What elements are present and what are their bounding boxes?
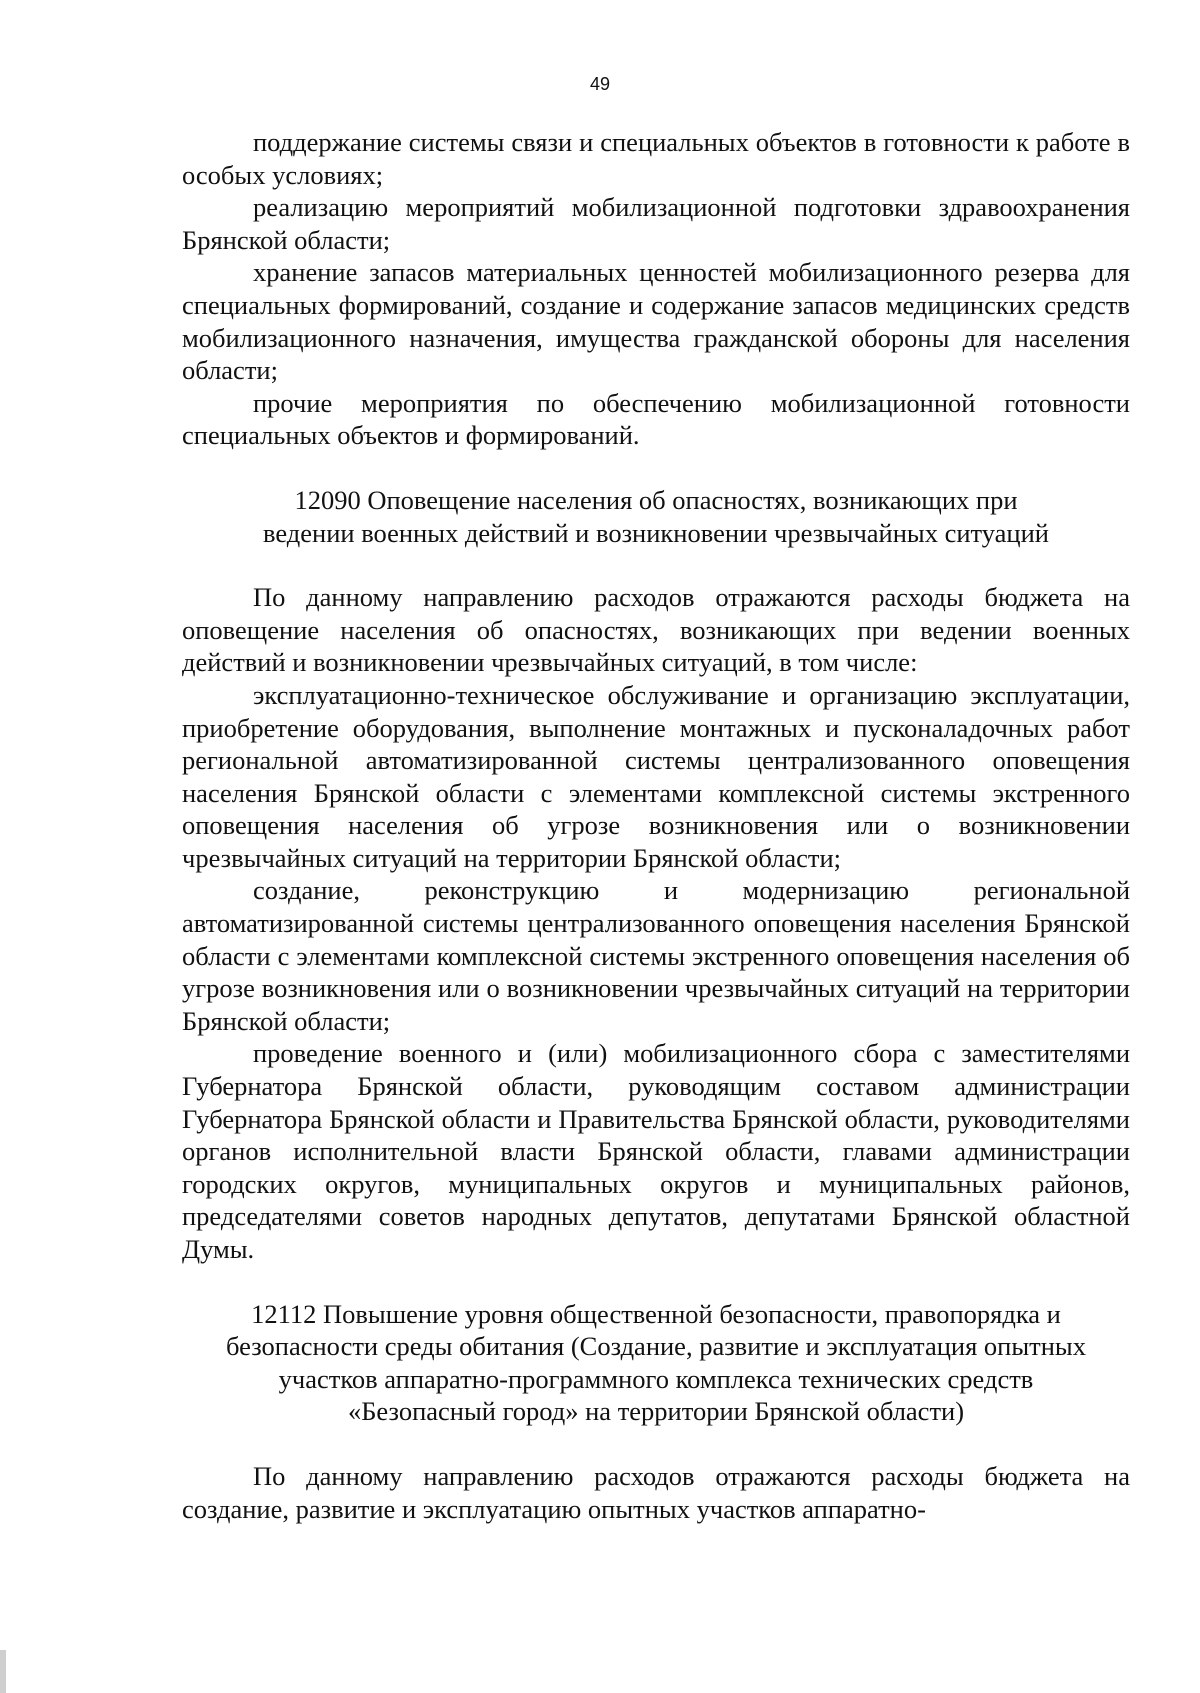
page-number: 49 xyxy=(589,74,611,94)
heading-line: «Безопасный город» на территории Брянской области) xyxy=(347,1396,965,1427)
section-heading-12112 xyxy=(182,1298,1130,1428)
document-body xyxy=(182,126,1130,1525)
heading-line: безопасности среды обитания (Создание, развитие и эксплуатация опытных xyxy=(226,1331,1086,1362)
heading-line: ведении военных действий и возникновении чрезвычайных ситуаций xyxy=(263,517,1049,548)
paragraph-military-training: проведение военного и (или) мобилизационного сбора с заместителями Губернатора Брянской области, руководящим составом администрации Губернатора Брянской области и Правительства Брянской области, руководителями органов исполнительной власти Брянской области, главами администрации городских округов, муниципальных округов и муниципальных районов, председателями советов народных депутатов, депутатами Брянской областной Думы. xyxy=(182,1038,1130,1264)
heading-line: участков аппаратно-программного комплекса технических средств xyxy=(278,1363,1034,1394)
paragraph-communication-readiness: поддержание системы связи и специальных объектов в готовности к работе в особых условиях; xyxy=(182,127,1130,190)
paragraph-12112-intro: По данному направлению расходов отражаются расходы бюджета на создание, развитие и эксплуатацию опытных участков аппаратно- xyxy=(182,1460,1130,1524)
paragraph-reserve-storage: хранение запасов материальных ценностей мобилизационного резерва для специальных формирований, создание и содержание запасов медицинских средств мобилизационного назначения, имущества гражданской обороны для населения области; xyxy=(182,257,1130,386)
paragraph-maintenance: эксплуатационно-техническое обслуживание и организацию эксплуатации, приобретение оборудования, выполнение монтажных и пусконаладочных работ региональной автоматизированной системы централизованного оповещения населения Брянской области с элементами комплексной системы экстренного оповещения населения об угрозе возникновения или о возникновении чрезвычайных ситуаций на территории Брянской области; xyxy=(182,679,1130,873)
paragraph-12090-intro: По данному направлению расходов отражаются расходы бюджета на оповещение населения об опасностях, возникающих при ведении военных действий и возникновении чрезвычайных ситуаций, в том числе: xyxy=(182,582,1130,678)
scan-edge-mark xyxy=(0,1650,6,1693)
heading-line: 12112 Повышение уровня общественной безопасности, правопорядка и xyxy=(251,1298,1061,1329)
section-heading-12090 xyxy=(182,484,1130,549)
paragraph-health-mobilization: реализацию мероприятий мобилизационной подготовки здравоохранения Брянской области; xyxy=(182,192,1130,255)
paragraph-other-measures: прочие мероприятия по обеспечению мобилизационной готовности специальных объектов и формирований. xyxy=(182,387,1130,451)
paragraph-modernization: создание, реконструкцию и модернизацию региональной автоматизированной системы централизованного оповещения населения Брянской области с элементами комплексной системы экстренного оповещения населения об угрозе возникновения или о возникновении чрезвычайных ситуаций на территории Брянской области; xyxy=(182,875,1130,1036)
heading-line: 12090 Оповещение населения об опасностях, возникающих при xyxy=(294,484,1018,515)
